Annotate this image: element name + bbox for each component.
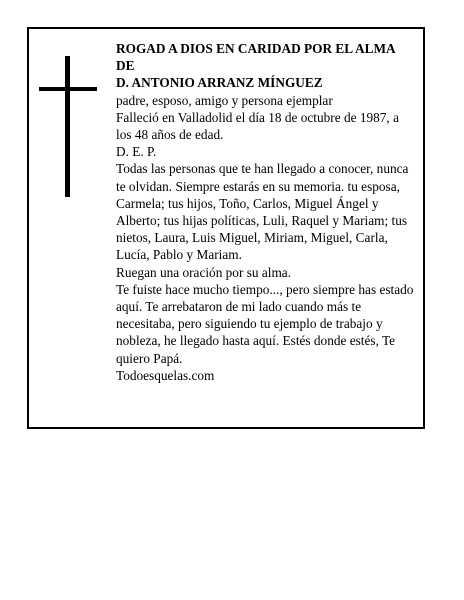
obituary-notice (27, 27, 425, 429)
deceased-name: D. ANTONIO ARRANZ MÍNGUEZ (116, 75, 323, 91)
personal-message: Te fuiste hace mucho tiempo..., pero siempre has estado aquí. Te arrebataron de mi lado cuando más te necesitaba, pero siguiendo tu ejemplo de trabajo y nobleza, he llegado hasta aquí. Estés donde estés, Te quiero Papá. (116, 281, 414, 366)
family-message: Todas las personas que te han llegado a conocer, nunca te olvidan. Siempre estarás en su memoria. tu esposa, Carmela; tus hijos, Toño, Carlos, Miguel Ángel y Alberto; tus hijas políticas, Luli, Raquel y Mariam; tus nietos, Laura, Luis Miguel, Miriam, Miguel, Carla, Lucía, Pablo y Mariam. (116, 161, 409, 263)
source-text: Todoesquelas.com (116, 367, 215, 383)
death-info: Falleció en Valladolid el día 18 de octubre de 1987, a los 48 años de edad. (116, 109, 399, 143)
notice-text (116, 40, 416, 384)
rip-text: D. E. P. (116, 144, 157, 160)
heading-line-2: DE (116, 58, 135, 74)
cross-vertical-bar (65, 56, 70, 197)
heading-line-1: ROGAD A DIOS EN CARIDAD POR EL ALMA (116, 41, 396, 56)
cross-horizontal-bar (39, 87, 97, 91)
prayer-request: Ruegan una oración por su alma. (116, 264, 292, 280)
epithet: padre, esposo, amigo y persona ejemplar (116, 92, 333, 108)
